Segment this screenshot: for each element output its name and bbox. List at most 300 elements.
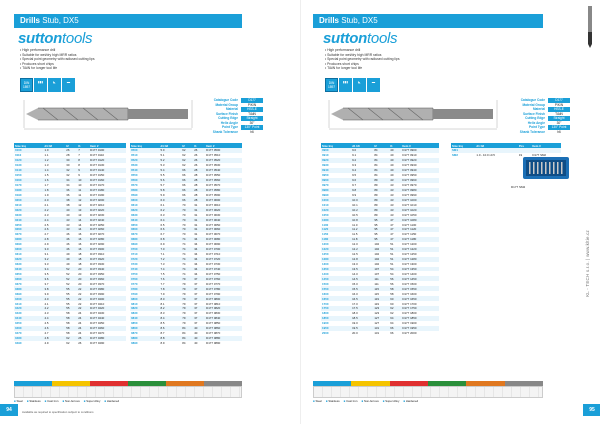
table-cell: 64 [390, 321, 394, 326]
spec-value: TiAlN [555, 111, 563, 116]
table-cell: 1100 [322, 222, 329, 227]
table-cell: 0300 [14, 247, 43, 252]
table-cell: 0980 [321, 188, 351, 193]
table-cell: D177 1500 [402, 281, 417, 286]
table-cell: 5.3 [160, 163, 165, 168]
table-cell: D177 0830 [206, 311, 221, 316]
table-cell: 24 [78, 331, 82, 336]
table-cell: 43 [389, 178, 401, 183]
table-cell: 0340 [14, 267, 43, 272]
table-cell: 28 [193, 168, 205, 173]
column-header: Size Inq [130, 143, 159, 148]
table-cell: 9.1 [352, 153, 357, 158]
table-cell: 37 [193, 306, 205, 311]
table-cell: 55 [65, 286, 77, 291]
table-cell: 0350 [15, 271, 22, 276]
table-cell: 84 [373, 158, 389, 163]
table-cell: 0150 [15, 173, 22, 178]
table-cell: 0290 [15, 242, 22, 247]
table-cell: 2.9 [44, 242, 49, 247]
table-cell: 52 [65, 276, 77, 281]
table-cell: 18.5 [351, 316, 373, 321]
table-cell: 70 [181, 217, 193, 222]
table-cell: D177 0530 [206, 163, 221, 168]
table-cell: 0610 [131, 202, 138, 207]
table-cell: 0450 [15, 321, 22, 326]
table-cell: 6.1 [160, 202, 165, 207]
table-cell: 40 [65, 207, 77, 212]
table-cell: 34 [65, 178, 77, 183]
table-cell: 37 [194, 291, 198, 296]
table-cell: 8.3 [160, 311, 165, 316]
table-cell: 43 [390, 212, 394, 217]
table-cell: D177 1280 [401, 257, 439, 262]
table-cell: 74 [182, 262, 186, 267]
table-cell: D177 0890 [206, 341, 221, 346]
page-header-right [313, 14, 543, 28]
table-cell: 3.2 [43, 257, 65, 262]
table-cell: D177 0750 [206, 271, 221, 276]
table-cell: D177 0200 [89, 197, 126, 202]
table-cell: 0830 [131, 311, 138, 316]
table-cell: 0360 [14, 276, 43, 281]
table-cell: 9.3 [352, 163, 357, 168]
table-cell: 0220 [14, 207, 43, 212]
table-cell: D177 0550 [206, 173, 221, 178]
table-cell: 0490 [15, 341, 22, 346]
table-cell: 70 [182, 222, 186, 227]
table-cell: 84 [182, 341, 186, 346]
table-cell: 10.5 [352, 212, 358, 217]
table-cell: 1250 [322, 252, 329, 257]
table-cell: D177 0240 [89, 217, 126, 222]
table-cell: 1180 [321, 237, 351, 242]
legend-color-block [128, 381, 166, 386]
table-cell: D177 1450 [401, 276, 439, 281]
spec-key: Shank Tolerance [519, 129, 545, 134]
column-header: l2 [65, 143, 77, 148]
table-cell: D177 0740 [205, 267, 242, 272]
header-title-rest: Stub, DX5 [341, 16, 378, 25]
table-cell: D177 0400 [89, 296, 126, 301]
table-cell: 0840 [130, 316, 159, 321]
spec-value: 30° [249, 120, 255, 125]
table-cell: 1.4 [43, 168, 65, 173]
table-cell: 79 [182, 291, 186, 296]
table-cell: 6.5 [160, 222, 165, 227]
table-cell: D177 0370 [90, 281, 105, 286]
table-cell: D177 0810 [206, 301, 221, 306]
table-cell: 31 [194, 202, 198, 207]
table-cell: 11.5 [352, 232, 358, 237]
table-cell: 58 [389, 286, 401, 291]
table-cell: 1600 [322, 291, 329, 296]
table-cell: 1050 [322, 212, 329, 217]
table-cell: D177 0250 [90, 222, 105, 227]
table-cell: 0950 [322, 173, 329, 178]
table-cell: 26 [78, 341, 82, 346]
table-cell: 1.0 - 10.0 x0.5 [476, 153, 495, 158]
table-cell: 51 [390, 262, 394, 267]
size-table-left-a [14, 143, 126, 346]
table-cell: 79 [181, 276, 193, 281]
spec-value: D177 [548, 98, 570, 103]
table-cell: 26 [194, 153, 198, 158]
table-cell: 79 [181, 296, 193, 301]
table-cell: 52 [66, 271, 70, 276]
table-cell: 24 [77, 326, 89, 331]
column-header: Item # [401, 143, 439, 148]
table-cell: D177 0420 [89, 306, 126, 311]
table-cell: D177 0520 [205, 158, 242, 163]
table-cell: 6.6 [159, 227, 181, 232]
table-cell: 8 [77, 158, 89, 163]
table-cell: 30 [65, 158, 77, 163]
table-cell: 64 [389, 316, 401, 321]
table-cell: 0600 [130, 197, 159, 202]
legend-color-block [90, 381, 128, 386]
table-cell: 5.0 [159, 148, 181, 153]
table-cell: 9.2 [351, 158, 373, 163]
table-cell: 58 [66, 321, 70, 326]
spec-value: 130° Point [548, 125, 570, 130]
table-cell: 0370 [15, 281, 22, 286]
table-cell: D177 0290 [90, 242, 105, 247]
table-cell: D177 0340 [89, 267, 126, 272]
legend-color-block [14, 381, 52, 386]
table-cell: 5.4 [159, 168, 181, 173]
drill-diagram [18, 96, 198, 134]
table-cell: 0540 [130, 168, 159, 173]
table-cell: 11.0 [352, 222, 358, 227]
table-cell: 8.0 [159, 296, 181, 301]
table-cell: 4.4 [43, 316, 65, 321]
table-cell: D177 0460 [89, 326, 126, 331]
table-cell: 17.5 [351, 306, 373, 311]
table-cell: 5.8 [159, 188, 181, 193]
table-cell: 3.6 [43, 276, 65, 281]
table-cell: D177 0970 [402, 183, 417, 188]
table-cell: D177 1400 [402, 271, 417, 276]
table-cell: 84 [181, 326, 193, 331]
table-cell: 47 [389, 237, 401, 242]
table-cell: D177 0570 [206, 183, 221, 188]
table-cell: 26 [65, 148, 77, 153]
table-cell: 1950 [321, 326, 351, 331]
table-cell: 58 [65, 316, 77, 321]
table-cell: D177 1300 [402, 262, 417, 267]
table-cell: D177 0100 [89, 148, 126, 153]
spec-key: Cutting Edge [218, 116, 238, 120]
spec-value: Straight [548, 116, 570, 121]
table-cell: D177 0560 [205, 178, 242, 183]
table-cell: 2.7 [44, 232, 49, 237]
table-cell: 40 [194, 331, 198, 336]
table-cell: 66 [181, 188, 193, 193]
column-header: l1 [193, 143, 205, 148]
table-cell: 0530 [131, 163, 138, 168]
table-cell: 2.1 [44, 202, 49, 207]
table-cell: 0820 [130, 306, 159, 311]
table-cell: 36 [66, 192, 70, 197]
table-cell: 0380 [14, 286, 43, 291]
table-cell: 43 [389, 207, 401, 212]
spec-key: Helix Angle [220, 120, 238, 125]
table-cell: 8.6 [159, 326, 181, 331]
table-cell: 6.4 [159, 217, 181, 222]
table-cell: 89 [373, 188, 389, 193]
table-cell: D177 0160 [89, 178, 126, 183]
table-cell: 11.8 [351, 237, 373, 242]
table-cell: 89 [373, 197, 389, 202]
table-cell: 0310 [15, 252, 22, 257]
table-cell: 18 [78, 252, 82, 257]
table-cell: 5.2 [159, 158, 181, 163]
table-cell: 4.7 [44, 331, 49, 336]
table-cell: 123 [374, 311, 380, 316]
table-cell: 74 [182, 271, 186, 276]
table-cell: 49 [66, 262, 70, 267]
legend-color-block [351, 381, 389, 386]
table-cell: D177 0490 [90, 341, 105, 346]
table-cell: D177 0760 [205, 276, 242, 281]
table-cell: D177 0310 [90, 252, 105, 257]
table-cell: 7.4 [159, 267, 181, 272]
feature-item: • High performance drill [325, 48, 400, 53]
table-cell: 7.5 [160, 271, 165, 276]
table-cell: D177 1050 [402, 212, 417, 217]
table-cell: 4.2 [43, 306, 65, 311]
shank-icon: ▬ [367, 78, 380, 92]
table-cell: 5.9 [160, 192, 165, 197]
table-cell: D177 0600 [205, 197, 242, 202]
table-cell: 0620 [130, 207, 159, 212]
table-cell: 11 [78, 192, 82, 197]
spec-key: Point Type [221, 125, 238, 129]
table-cell: 62 [389, 306, 401, 311]
table-cell: 9.9 [352, 192, 357, 197]
table-cell: D177 0710 [206, 252, 221, 257]
table-cell: 95 [373, 237, 389, 242]
legend-key: ■ Hardened [104, 399, 119, 403]
table-cell: D177 0930 [402, 163, 417, 168]
table-cell: D177 0170 [90, 183, 105, 188]
table-cell: 0850 [131, 321, 138, 326]
table-cell: D177 0780 [205, 286, 242, 291]
table-cell: 37 [193, 276, 205, 281]
table-cell: 70 [181, 207, 193, 212]
table-cell: 0170 [15, 183, 22, 188]
table-cell: 4.1 [44, 301, 49, 306]
spec-key: Helix Angle [527, 120, 545, 125]
table-cell: 32 [66, 173, 70, 178]
table-cell: D177 0840 [205, 316, 242, 321]
legend-key: ■ Super Alloy [84, 399, 101, 403]
table-cell: 20 [78, 271, 82, 276]
table-cell: 79 [181, 316, 193, 321]
table-cell: 0650 [131, 222, 138, 227]
table-cell: D177 0450 [90, 321, 105, 326]
table-cell: 7.6 [159, 276, 181, 281]
table-cell: D177 0820 [205, 306, 242, 311]
legend-color-block [428, 381, 466, 386]
table-cell: D177 1220 [401, 247, 439, 252]
table-cell: 46 [65, 237, 77, 242]
badge-row-right [325, 78, 380, 92]
table-cell: 40 [390, 163, 394, 168]
table-cell: 0870 [131, 331, 138, 336]
page-number-right: 95 [583, 404, 600, 416]
table-cell: 14 [77, 217, 89, 222]
table-cell: 6.7 [160, 232, 165, 237]
legend-key: ■ Steel [14, 399, 23, 403]
table-cell: 34 [194, 271, 198, 276]
legend-key: ■ Stainless [326, 399, 340, 403]
table-cell: 0320 [14, 257, 43, 262]
table-cell: 34 [193, 237, 205, 242]
table-cell: 74 [181, 267, 193, 272]
spec-value: h6 [557, 129, 561, 134]
table-cell: 28 [193, 188, 205, 193]
table-cell: 47 [389, 217, 401, 222]
legend-key: ■ Cast Iron [45, 399, 59, 403]
table-cell: 7.7 [160, 281, 165, 286]
table-cell: 13.5 [351, 267, 373, 272]
table-cell: 79 [181, 306, 193, 311]
table-cell: D177 0790 [206, 291, 221, 296]
table-cell: 0720 [130, 257, 159, 262]
table-cell: D177 0140 [89, 168, 126, 173]
table-cell: 0480 [14, 336, 43, 341]
table-cell: 62 [181, 148, 193, 153]
table-cell: 62 [181, 158, 193, 163]
table-cell: 0920 [321, 158, 351, 163]
table-cell: 2.2 [43, 207, 65, 212]
table-cell: D177 0130 [90, 163, 105, 168]
table-cell: 62 [390, 311, 394, 316]
table-cell: 9.6 [351, 178, 373, 183]
feature-item: • Suitable for wet/dry high MRR ratios [20, 53, 95, 58]
table-cell: D177 0870 [206, 331, 221, 336]
table-row [14, 341, 126, 346]
coating-icon: ▮▮▮ [34, 78, 47, 92]
table-cell: 15.0 [352, 281, 358, 286]
table-cell: D177 1100 [402, 222, 417, 227]
spec-row [497, 130, 570, 135]
table-cell: 4.0 [43, 296, 65, 301]
table-cell: 0930 [322, 163, 329, 168]
table-cell: 22 [78, 301, 82, 306]
table-cell: 0970 [322, 183, 329, 188]
table-cell: 111 [373, 276, 389, 281]
table-cell: 95 [374, 232, 378, 237]
table-cell: 0280 [14, 237, 43, 242]
table-cell: D177 0270 [90, 232, 105, 237]
table-cell: 66 [389, 326, 401, 331]
table-cell: 8 [78, 163, 80, 168]
table-cell: 1650 [321, 296, 351, 301]
header-title-bold: Drills [20, 16, 41, 25]
legend-keys [14, 399, 242, 403]
table-cell: 2.4 [43, 217, 65, 222]
table-cell: 0200 [14, 197, 43, 202]
table-cell: 119 [373, 296, 389, 301]
table-cell: 115 [374, 291, 379, 296]
table-cell: 7.3 [160, 262, 165, 267]
table-cell: 52 [65, 267, 77, 272]
table-cell: 3.3 [44, 262, 49, 267]
table-cell: 30 [66, 163, 70, 168]
table-cell: D177 1850 [401, 316, 439, 321]
table-cell: 111 [374, 281, 379, 286]
table-cell: 40 [66, 212, 70, 217]
table-cell: 66 [182, 192, 186, 197]
table-cell: 0660 [130, 227, 159, 232]
spec-key: Material Group [215, 102, 238, 107]
table-cell: 37 [194, 311, 198, 316]
table-cell: 11.2 [351, 227, 373, 232]
table-cell: 34 [193, 247, 205, 252]
spec-value: TiAlN [248, 111, 256, 116]
point-icon: ◣ [353, 78, 366, 92]
feature-list [20, 48, 95, 71]
table-cell: 7 [77, 148, 89, 153]
spec-key: Catalogue Code [520, 98, 545, 102]
spec-key: Point Type [528, 125, 545, 129]
table-cell: 3.9 [44, 291, 49, 296]
table-cell: 9.0 [351, 148, 373, 153]
table-cell: 0770 [131, 281, 138, 286]
table-cell: 3.4 [43, 267, 65, 272]
table-cell: 2.6 [43, 227, 65, 232]
spec-value: HSS-E [241, 107, 263, 112]
table-cell: D177 1350 [401, 267, 439, 272]
table-cell: 20 [77, 276, 89, 281]
table-cell: 12 [78, 202, 82, 207]
legend-key: ■ Hardened [403, 399, 418, 403]
table-cell: 0710 [131, 252, 138, 257]
table-cell: D177 1150 [402, 232, 417, 237]
size-table-right [321, 143, 439, 336]
feature-item: • Special point geometry with radiused cutting lips [20, 57, 95, 62]
table-cell: D177 0690 [206, 242, 221, 247]
table-cell: 70 [182, 212, 186, 217]
table-cell: D177 0920 [401, 158, 439, 163]
table-cell: 1010 [322, 202, 329, 207]
table-cell: 0520 [130, 158, 159, 163]
table-cell: D177 0330 [90, 262, 105, 267]
table-cell: D177 0770 [206, 281, 221, 286]
table-cell: 22 [77, 306, 89, 311]
table-cell: 79 [182, 321, 186, 326]
footnote: Available as required to specification subject to conditions [22, 410, 94, 414]
legend-keys [313, 399, 543, 403]
table-cell: 14.5 [351, 276, 373, 281]
table-cell: 70 [182, 202, 186, 207]
table-cell: 1.6 [43, 178, 65, 183]
table-cell: 0440 [14, 316, 43, 321]
table-cell: SM2 [452, 153, 458, 158]
table-cell: D177 0650 [206, 222, 221, 227]
table-cell: 1.3 [44, 163, 49, 168]
side-text: KL - TECH s.r.o. | www.kltie.cz [585, 230, 590, 297]
table-cell: 102 [374, 252, 380, 257]
column-header: Pcs [518, 143, 532, 148]
table-cell: 10 [77, 178, 89, 183]
table-cell: 5.1 [160, 153, 165, 158]
table-cell: 0120 [14, 158, 43, 163]
table-cell: D177 1950 [401, 326, 439, 331]
